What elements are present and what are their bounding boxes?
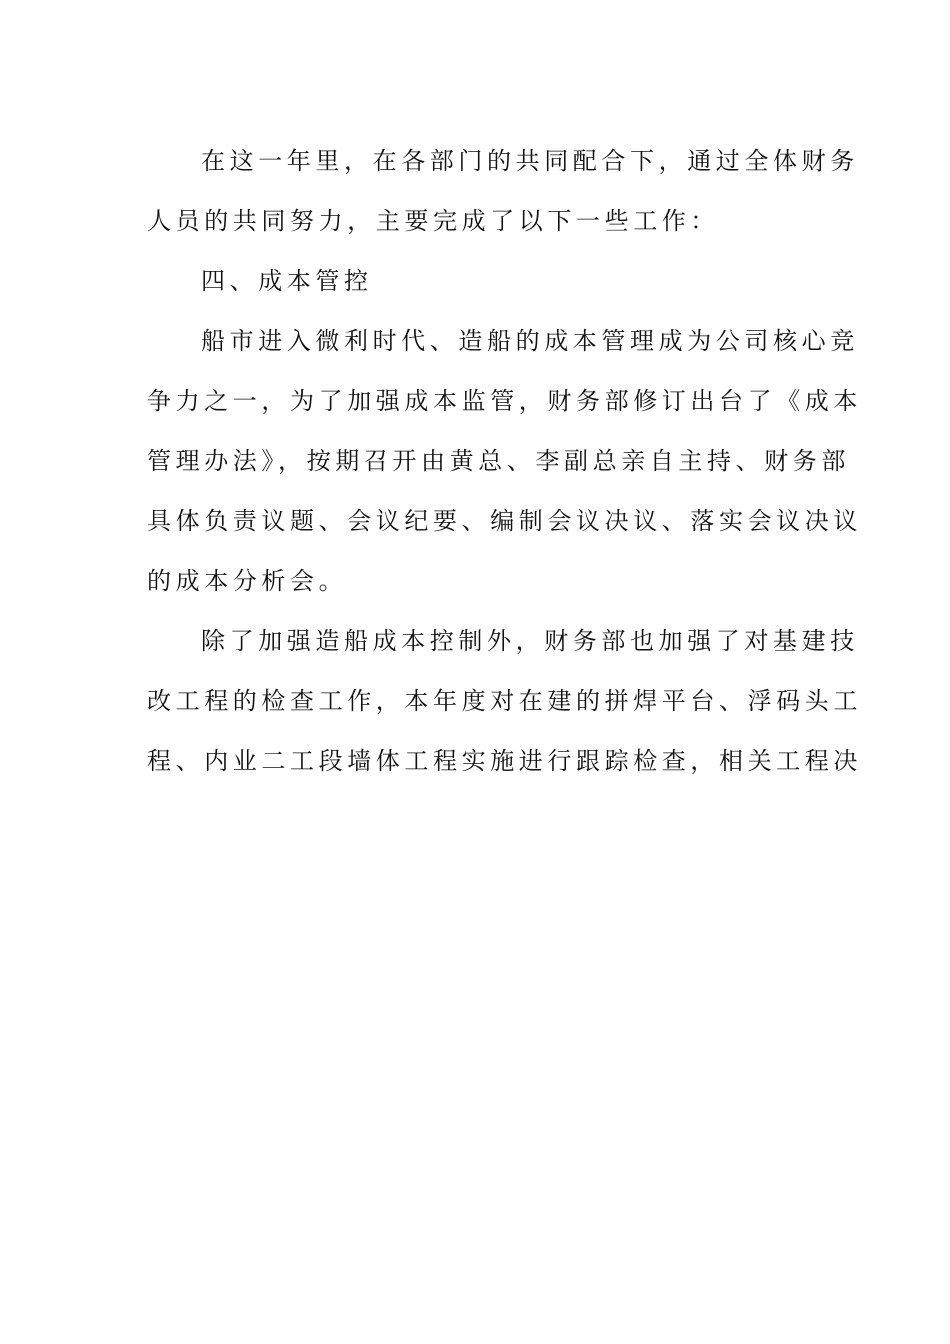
text-line: 在这一年里，在各部门的共同配合下，通过全体财务 — [201, 147, 859, 175]
text-line: 船市进入微利时代、造船的成本管理成为公司核心竞 — [201, 327, 859, 355]
text-line: 具体负责议题、会议纪要、编制会议决议、落实会议决议 — [147, 507, 862, 535]
paragraph-intro — [147, 131, 859, 251]
text-line: 人员的共同努力，主要完成了以下一些工作： — [147, 207, 719, 235]
paragraph-infrastructure-inspection — [147, 611, 862, 791]
section-heading-cost-control — [147, 251, 807, 311]
text-line: 的成本分析会。 — [147, 567, 348, 595]
document-body — [147, 131, 862, 791]
text-line: 程、内业二工段墙体工程实施进行跟踪检查，相关工程决 — [147, 747, 862, 775]
text-line: 除了加强造船成本控制外，财务部也加强了对基建技 — [201, 627, 859, 655]
text-line: 争力之一，为了加强成本监管，财务部修订出台了《成本 — [147, 387, 862, 415]
section-heading-text: 四、成本管控 — [201, 267, 373, 295]
text-line: 管理办法》，按期召开由黄总、李副总亲自主持、财务部 — [147, 447, 850, 475]
paragraph-cost-management — [147, 311, 862, 611]
text-line: 改工程的检查工作，本年度对在建的拼焊平台、浮码头工 — [147, 687, 862, 715]
